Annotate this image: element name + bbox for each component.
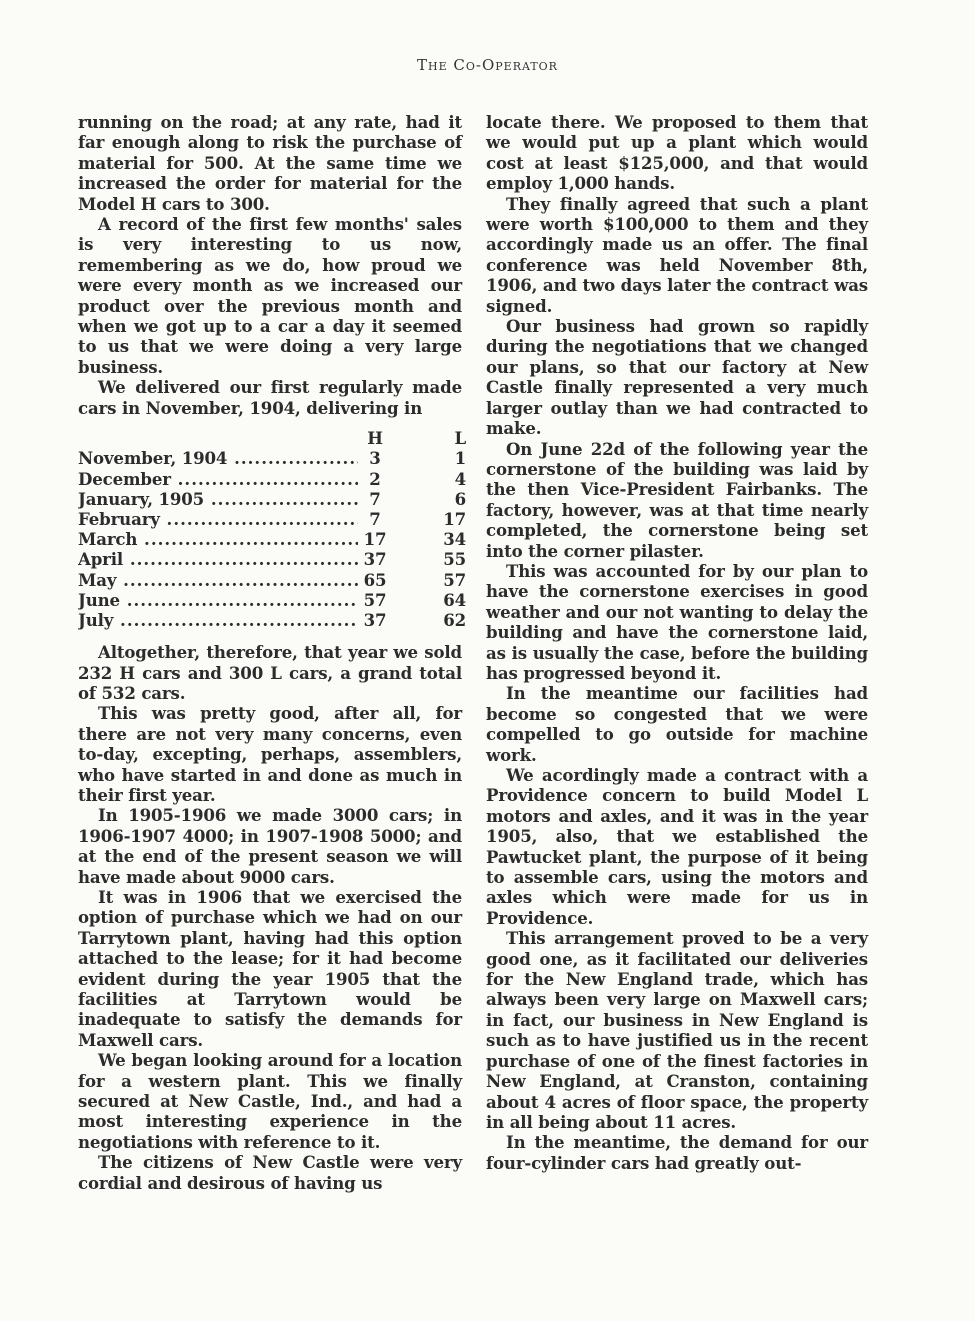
row-h: 37 xyxy=(363,549,387,570)
row-h: 37 xyxy=(363,609,387,630)
row-l: 64 xyxy=(443,589,466,610)
table-header xyxy=(78,428,466,448)
table-row xyxy=(78,448,466,468)
header-l: L xyxy=(454,428,466,449)
row-month: April ..... xyxy=(78,549,358,569)
row-h: 65 xyxy=(363,569,387,590)
row-l: 55 xyxy=(443,549,466,570)
row-month: July ..... xyxy=(78,610,358,630)
paragraph: On June 22d of the following year the cornerstone of the building was laid by the then Vice-President Fairbanks. The factory, however, was at that time nearly completed, the cornerstone being set into the corner pilaster. xyxy=(486,438,868,561)
table-row xyxy=(78,529,466,549)
table-row xyxy=(78,570,466,590)
paragraph: This was pretty good, after all, for there are not very many concerns, even to-day, excepting, perhaps, assemblers, who have started in and done as much in their first year. xyxy=(78,703,462,805)
paragraph: In the meantime our facilities had become so congested that we were compelled to go outside for machine work. xyxy=(486,683,868,765)
paragraph: A record of the first few months' sales is very interesting to us now, remembering as we do, how proud we were every month as we increased our product over the previous month and when we got up to a car a day it seemed to us that we were doing a very large business. xyxy=(78,214,462,377)
row-h: 7 xyxy=(369,488,381,509)
row-l: 6 xyxy=(454,488,466,509)
right-column xyxy=(486,112,868,1173)
row-h: 3 xyxy=(369,448,381,469)
table-row xyxy=(78,590,466,610)
header-h: H xyxy=(367,428,383,449)
row-month: December ..... xyxy=(78,469,358,489)
row-l: 17 xyxy=(443,508,466,529)
paragraph: It was in 1906 that we exercised the option of purchase which we had on our Tarrytown plant, having had this option attached to the lease; for it had become evident during the year 1905 that the facilities at Tarrytown would be inadequate to satisfy the demands for Maxwell cars. xyxy=(78,887,462,1050)
paragraph: The citizens of New Castle were very cordial and desirous of having us xyxy=(78,1152,462,1193)
paragraph: This arrangement proved to be a very good one, as it facilitated our deliveries for the New England trade, which has always been very large on Maxwell cars; in fact, our business in New England is such as to have justified us in the recent purchase of one of the finest factories in New England, at Cranston, containing about 4 acres of floor space, the property in all being about 11 acres. xyxy=(486,928,868,1132)
paragraph: In the meantime, the demand for our four-cylinder cars had greatly out- xyxy=(486,1132,868,1173)
running-head: The Co-Operator xyxy=(417,56,558,74)
row-month: March ..... xyxy=(78,529,358,549)
row-month: June ..... xyxy=(78,590,358,610)
row-h: 57 xyxy=(363,589,387,610)
row-h: 7 xyxy=(369,508,381,529)
paragraph: We acordingly made a contract with a Providence concern to build Model L motors and axles, and it was in the year 1905, also, that we established the Pawtucket plant, the purpose of it being to assemble cars, using the motors and axles which were made for us in Providence. xyxy=(486,765,868,928)
paragraph: We began looking around for a location for a western plant. This we finally secured at New Castle, Ind., and had a most interesting experience in the negotiations with reference to it. xyxy=(78,1050,462,1152)
paragraph: Our business had grown so rapidly during the negotiations that we changed our plans, so that our factory at New Castle finally represented a very much larger outlay than we had contracted to make. xyxy=(486,316,868,439)
paragraph: They finally agreed that such a plant were worth $100,000 to them and they accordingly made us an offer. The final conference was held November 8th, 1906, and two days later the contract was signed. xyxy=(486,193,868,316)
row-h: 17 xyxy=(363,529,387,550)
row-l: 1 xyxy=(454,448,466,469)
deliveries-table xyxy=(78,428,466,630)
left-column xyxy=(78,112,466,1193)
table-row xyxy=(78,489,466,509)
table-row xyxy=(78,549,466,569)
table-row xyxy=(78,509,466,529)
row-month: February ..... xyxy=(78,509,358,529)
row-l: 34 xyxy=(443,529,466,550)
paragraph: This was accounted for by our plan to have the cornerstone exercises in good weather and our not wanting to delay the building and have the cornerstone laid, as is usually the case, before the building has progressed beyond it. xyxy=(486,560,868,683)
paragraph: In 1905-1906 we made 3000 cars; in 1906-1907 4000; in 1907-1908 5000; and at the end of the present season we will have made about 9000 cars. xyxy=(78,805,462,887)
row-h: 2 xyxy=(369,468,381,489)
row-l: 57 xyxy=(443,569,466,590)
paragraph: Altogether, therefore, that year we sold 232 H cars and 300 L cars, a grand total of 532 cars. xyxy=(78,642,462,703)
paragraph: We delivered our first regularly made cars in November, 1904, delivering in xyxy=(78,377,462,418)
paragraph: running on the road; at any rate, had it far enough along to risk the purchase of material for 500. At the same time we increased the order for material for the Model H cars to 300. xyxy=(78,112,462,214)
row-month: November, 1904 ..... xyxy=(78,448,358,468)
row-l: 62 xyxy=(443,609,466,630)
paragraph: locate there. We proposed to them that we would put up a plant which would cost at least $125,000, and that would employ 1,000 hands. xyxy=(486,112,868,194)
row-month: January, 1905 ..... xyxy=(78,489,358,509)
row-l: 4 xyxy=(454,468,466,489)
table-row xyxy=(78,610,466,630)
table-row xyxy=(78,469,466,489)
row-month: May ..... xyxy=(78,570,358,590)
